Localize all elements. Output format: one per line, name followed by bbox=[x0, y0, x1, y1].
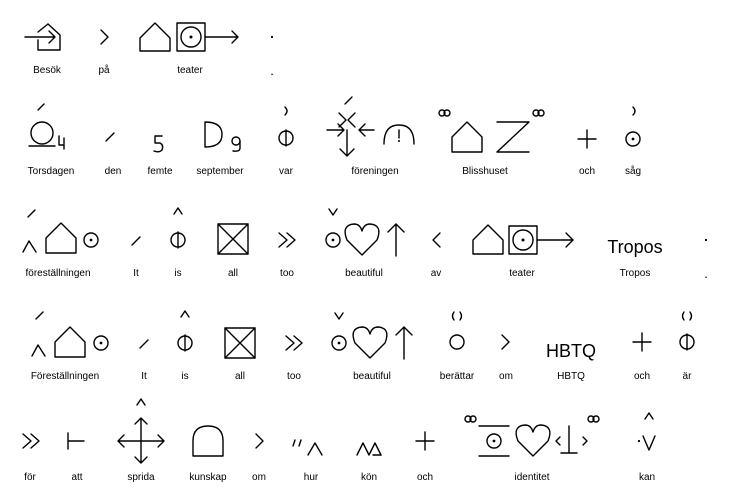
word-label-ar: är bbox=[682, 371, 692, 382]
bliss-house-icon bbox=[439, 110, 544, 152]
how-question-icon bbox=[293, 440, 322, 455]
word-label-och: och bbox=[633, 371, 651, 382]
word-label-it: It bbox=[133, 268, 139, 279]
and-plus-icon bbox=[633, 333, 651, 351]
tropos-symbol-text: Tropos bbox=[607, 237, 663, 257]
about-indicator-icon bbox=[256, 434, 263, 448]
association-icon bbox=[327, 97, 414, 156]
pronoun-it-icon bbox=[132, 237, 140, 245]
spread-arrows-icon bbox=[118, 399, 164, 463]
of-indicator-icon bbox=[433, 233, 440, 247]
word-label-for: för bbox=[24, 472, 36, 483]
word-label-beautiful: beautiful bbox=[353, 371, 391, 382]
word-label-av: av bbox=[430, 268, 442, 279]
word-label-berattar: berättar bbox=[439, 371, 475, 382]
word-label-om: om bbox=[252, 472, 266, 483]
all-box-icon bbox=[218, 224, 248, 254]
word-label-blisshuset: Blisshuset bbox=[462, 166, 508, 177]
word-label-kon: kön bbox=[360, 472, 378, 483]
word-label-sag: såg bbox=[624, 166, 642, 177]
word-label-teater: teater bbox=[509, 268, 535, 279]
number-five-icon bbox=[154, 136, 163, 152]
can-icon bbox=[638, 413, 655, 450]
on-indicator-icon bbox=[101, 30, 108, 44]
word-label-torsdagen: Torsdagen bbox=[27, 166, 75, 177]
month-nine-icon bbox=[205, 122, 240, 151]
word-label-identitet: identitet bbox=[514, 472, 550, 483]
word-label-forestallningen: föreställningen bbox=[25, 268, 91, 279]
past-eye-icon bbox=[626, 107, 640, 146]
word-label-och: och bbox=[578, 166, 596, 177]
intensity-icon bbox=[279, 233, 295, 247]
word-label-forestallningen-cap: Föreställningen bbox=[30, 371, 100, 382]
word-label-all: all bbox=[234, 371, 246, 382]
word-label-kan: kan bbox=[638, 472, 656, 483]
word-label-teater: teater bbox=[177, 65, 203, 76]
word-label-tropos: Tropos bbox=[619, 268, 651, 279]
dot-mark bbox=[271, 36, 273, 38]
word-label-pa: på bbox=[98, 65, 110, 76]
present-be-icon bbox=[680, 312, 694, 350]
pronoun-it-icon bbox=[140, 340, 148, 348]
house-enter-icon bbox=[25, 24, 60, 50]
beautiful-heart-icon bbox=[332, 313, 412, 359]
and-plus-icon bbox=[578, 130, 596, 148]
word-label-besok: Besök bbox=[33, 65, 61, 76]
word-label-hur: hur bbox=[303, 472, 319, 483]
present-be-icon bbox=[178, 311, 192, 351]
past-be-icon bbox=[279, 107, 293, 146]
house-stage-arrow-icon bbox=[140, 23, 238, 51]
intensity-icon bbox=[286, 336, 302, 350]
word-label-femte: femte bbox=[147, 166, 173, 177]
word-label-om: om bbox=[499, 371, 513, 382]
word-label-is: is bbox=[174, 268, 182, 279]
for-double-chevron-icon bbox=[23, 434, 39, 448]
house-stage-arrow-icon bbox=[473, 225, 573, 254]
word-label-hbtq: HBTQ bbox=[557, 371, 585, 382]
word-label-foreningen: föreningen bbox=[351, 166, 399, 177]
and-plus-icon bbox=[416, 432, 434, 450]
word-label-is: is bbox=[181, 371, 189, 382]
performance-icon bbox=[23, 210, 98, 253]
sentence-period: . bbox=[270, 63, 274, 78]
present-be-icon bbox=[171, 208, 185, 248]
performance-icon bbox=[32, 312, 108, 357]
word-label-sprida: sprida bbox=[127, 472, 155, 483]
word-label-september: september bbox=[196, 166, 244, 177]
word-label-den: den bbox=[104, 166, 122, 177]
dot-mark bbox=[705, 239, 707, 241]
identity-icon bbox=[465, 416, 599, 456]
word-label-och: och bbox=[416, 472, 434, 483]
word-label-kunskap: kunskap bbox=[189, 472, 227, 483]
to-marker-icon bbox=[68, 433, 84, 449]
beautiful-heart-icon bbox=[326, 209, 404, 256]
word-label-all: all bbox=[227, 268, 239, 279]
sentence-period: . bbox=[704, 266, 708, 281]
definite-article-icon bbox=[106, 133, 114, 141]
word-label-too: too bbox=[287, 371, 301, 382]
knowledge-icon bbox=[193, 426, 223, 456]
word-label-it: It bbox=[141, 371, 147, 382]
word-label-att: att bbox=[71, 472, 83, 483]
word-label-var: var bbox=[279, 166, 293, 177]
tell-mouth-icon bbox=[450, 312, 464, 349]
about-indicator-icon bbox=[502, 335, 509, 349]
day-four-icon bbox=[29, 104, 64, 149]
word-label-too: too bbox=[280, 268, 294, 279]
gender-icon bbox=[357, 443, 381, 455]
hbtq-symbol-text: HBTQ bbox=[545, 341, 597, 361]
all-box-icon bbox=[225, 328, 255, 358]
word-label-beautiful: beautiful bbox=[345, 268, 383, 279]
